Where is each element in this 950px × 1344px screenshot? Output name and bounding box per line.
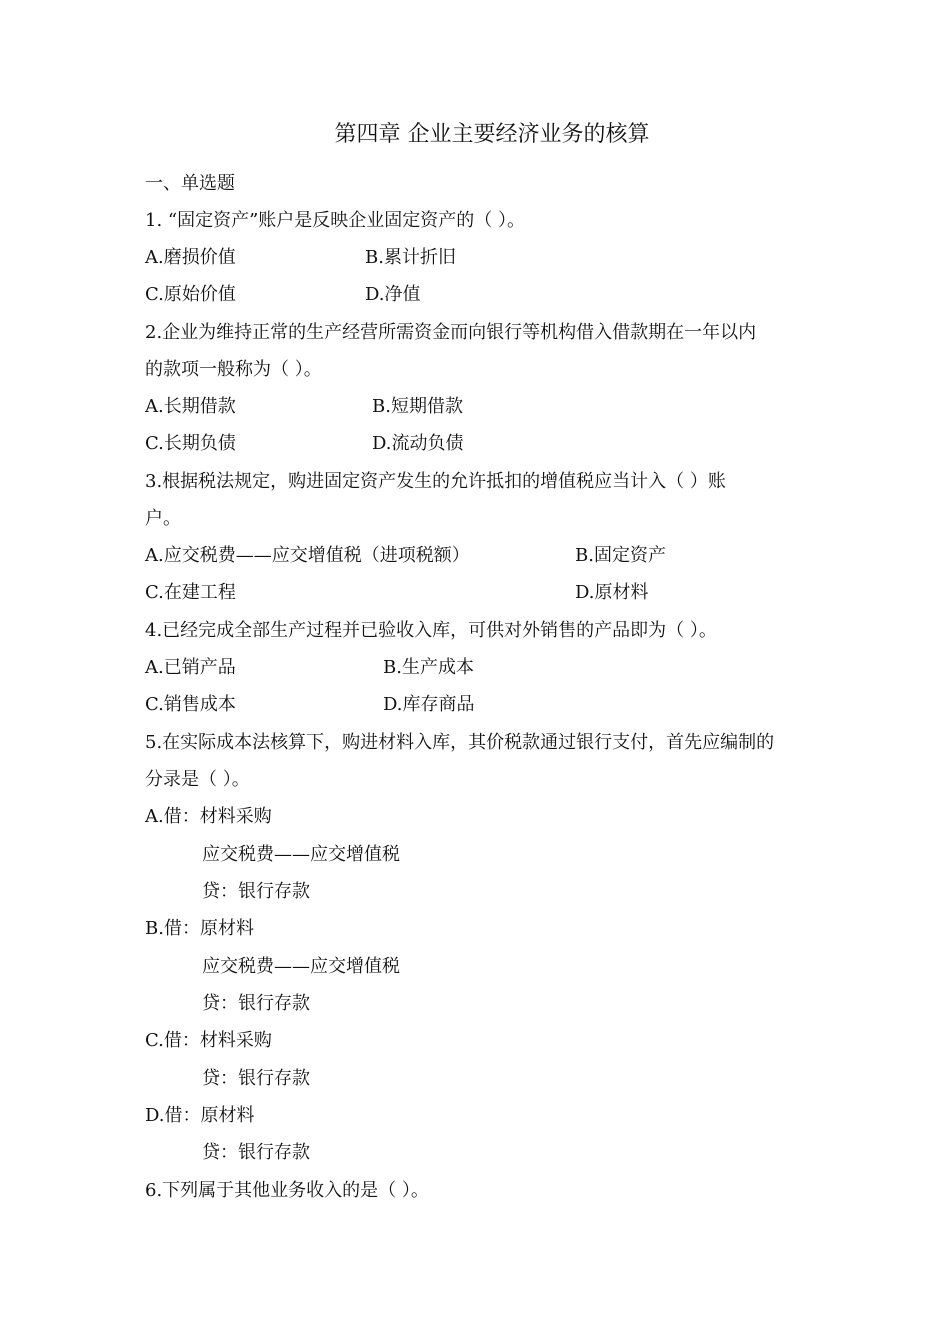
question-2-stem-line-2: 的款项一般称为（ ）。 xyxy=(145,359,322,380)
question-3-option-c: C.在建工程 xyxy=(145,582,236,603)
question-4-option-a: A.已销产品 xyxy=(145,657,236,678)
question-3-stem-line-2: 户。 xyxy=(145,508,181,529)
question-4-stem: 4.已经完成全部生产过程并已验收入库，可供对外销售的产品即为（ ）。 xyxy=(145,620,717,641)
question-1-option-d: D.净值 xyxy=(365,284,421,305)
chapter-title: 第四章 企业主要经济业务的核算 xyxy=(334,122,650,147)
question-2-stem-line-1: 2.企业为维持正常的生产经营所需资金而向银行等机构借入借款期在一年以内 xyxy=(145,322,757,343)
question-1-option-c: C.原始价值 xyxy=(145,284,236,305)
question-5-option-d-line-1: D.借：原材料 xyxy=(145,1105,255,1126)
question-2-option-a: A.长期借款 xyxy=(145,396,236,417)
question-5-option-a-line-2: 应交税费——应交增值税 xyxy=(202,844,400,865)
question-5-stem-line-2: 分录是（ ）。 xyxy=(145,769,250,790)
question-6-stem: 6.下列属于其他业务收入的是（ ）。 xyxy=(145,1180,429,1201)
question-5-option-a-line-3: 贷：银行存款 xyxy=(202,881,310,902)
question-5-option-b-line-1: B.借：原材料 xyxy=(145,918,254,939)
section-heading: 一、单选题 xyxy=(145,173,235,194)
question-1-stem: 1. “固定资产”账户是反映企业固定资产的（ ）。 xyxy=(145,210,526,231)
question-4-option-c: C.销售成本 xyxy=(145,694,236,715)
question-5-stem-line-1: 5.在实际成本法核算下，购进材料入库，其价税款通过银行支付，首先应编制的 xyxy=(145,732,775,753)
question-2-option-b: B.短期借款 xyxy=(372,396,463,417)
question-5-option-b-line-2: 应交税费——应交增值税 xyxy=(202,956,400,977)
question-4-option-d: D.库存商品 xyxy=(383,694,475,715)
question-3-stem-line-1: 3.根据税法规定，购进固定资产发生的允许抵扣的增值税应当计入（ ）账 xyxy=(145,471,726,492)
question-5-option-a-line-1: A.借：材料采购 xyxy=(145,806,272,827)
question-5-option-d-line-2: 贷：银行存款 xyxy=(202,1142,310,1163)
question-2-option-d: D.流动负债 xyxy=(372,433,464,454)
question-2-option-c: C.长期负债 xyxy=(145,433,236,454)
question-5-option-c-line-1: C.借：材料采购 xyxy=(145,1030,272,1051)
question-3-option-d: D.原材料 xyxy=(575,582,649,603)
question-3-option-b: B.固定资产 xyxy=(575,545,666,566)
question-5-option-b-line-3: 贷：银行存款 xyxy=(202,993,310,1014)
question-1-option-a: A.磨损价值 xyxy=(145,247,236,268)
question-1-option-b: B.累计折旧 xyxy=(365,247,456,268)
question-4-option-b: B.生产成本 xyxy=(383,657,474,678)
question-5-option-c-line-2: 贷：银行存款 xyxy=(202,1068,310,1089)
question-3-option-a: A.应交税费——应交增值税（进项税额） xyxy=(145,545,470,566)
